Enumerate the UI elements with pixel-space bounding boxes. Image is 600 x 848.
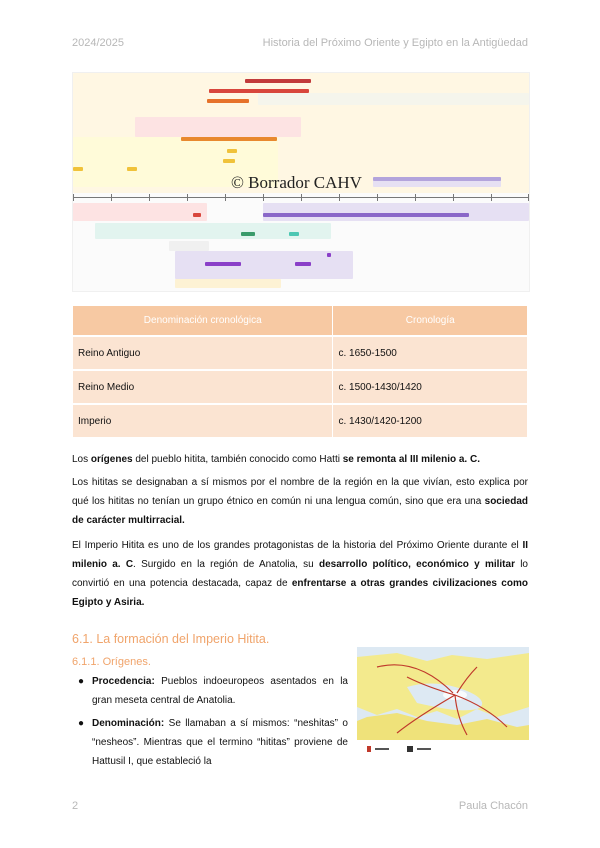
timeline-band — [258, 93, 529, 105]
bullet-text: Pueblos indoeuropeos asentados en la gran meseta central de Anatolia. — [92, 676, 348, 706]
timeline-tick — [339, 194, 340, 201]
timeline-bar — [207, 99, 249, 103]
section-title: 6.1. La formación del Imperio Hitita. — [72, 632, 270, 646]
paragraph-bold: enfrentarse a otras grandes civilizaciones como Egipto y Asiria. — [72, 578, 528, 608]
bullet-list — [72, 672, 348, 771]
timeline-tick — [528, 194, 529, 201]
table-header-cell: Denominación cronológica — [73, 306, 332, 335]
timeline-bar — [209, 89, 309, 93]
timeline-tick — [491, 194, 492, 201]
timeline-band — [95, 223, 331, 239]
table-cell: c. 1430/1420-1200 — [333, 405, 527, 437]
paragraph-bold: se remonta al III milenio a. C. — [342, 454, 480, 465]
timeline-bar — [373, 177, 501, 181]
table-row — [73, 405, 527, 437]
timeline-tick — [301, 194, 302, 201]
timeline-figure — [72, 72, 530, 292]
timeline-tick — [453, 194, 454, 201]
timeline-bar — [263, 213, 469, 217]
table-header-cell: Cronología — [333, 306, 527, 335]
timeline-bar — [73, 167, 83, 171]
footer-author: Paula Chacón — [458, 800, 528, 812]
timeline-tick — [225, 194, 226, 201]
table-cell: c. 1500-1430/1420 — [333, 371, 527, 403]
list-item — [72, 714, 348, 771]
paragraph-bold: sociedad de carácter multirracial. — [72, 496, 528, 526]
paragraph-origins — [72, 450, 528, 469]
migration-map-image — [357, 647, 529, 762]
paragraph-text: . Surgido en la región de Anatolia, su — [133, 559, 319, 570]
list-item — [72, 672, 348, 710]
paragraph-bold: desarrollo político, económico y militar — [318, 559, 515, 570]
timeline-bar — [245, 79, 311, 83]
timeline-band — [169, 241, 209, 251]
timeline-band — [175, 279, 281, 288]
table-row — [73, 337, 527, 369]
timeline-bar — [289, 232, 299, 236]
paragraph-text: El Imperio Hitita es uno de los grandes protagonistas de la historia del Próximo Oriente durante el — [72, 540, 523, 551]
timeline-band — [201, 117, 301, 137]
header-course-title: Historia del Próximo Oriente y Egipto en la Antigüedad — [262, 37, 528, 49]
paragraph-text: Los — [72, 454, 91, 465]
bullet-dot-icon: ● — [78, 718, 85, 729]
subsection-title: 6.1.1. Orígenes. — [72, 656, 151, 668]
table-header-row — [73, 306, 527, 335]
timeline-bar — [193, 213, 201, 217]
timeline-watermark: © Borrador CAHV — [231, 173, 362, 192]
timeline-bar — [327, 253, 331, 257]
timeline-tick — [73, 194, 74, 201]
bullet-text: Se llamaban a sí mismos: “neshitas” o “nesheos”. Mientras que el termino “hititas” proviene de Hattusil I, que estableció la — [92, 718, 348, 767]
table-cell: Reino Antiguo — [73, 337, 332, 369]
paragraph-empire — [72, 536, 528, 612]
paragraph-text: lo convirtió en una potencia destacada, capaz de — [72, 559, 528, 589]
timeline-bar — [181, 137, 277, 141]
paragraph-text: Los hititas se designaban a sí mismos por el nombre de la región en la que vivían, esto explica por qué los hititas no tenían un grupo étnico en común ni una lengua común, sino que era una — [72, 477, 528, 507]
header-year: 2024/2025 — [72, 37, 124, 49]
timeline-bar — [127, 167, 137, 171]
footer-page-number: 2 — [72, 800, 79, 812]
paragraph-bold: orígenes — [90, 454, 133, 465]
bullet-label: Procedencia: — [92, 676, 155, 687]
table-cell: Reino Medio — [73, 371, 332, 403]
timeline-bar — [223, 159, 235, 163]
timeline-band — [263, 203, 529, 221]
chronology-table — [72, 304, 528, 439]
timeline-tick — [263, 194, 264, 201]
timeline-bar — [205, 262, 241, 266]
table-cell: Imperio — [73, 405, 332, 437]
timeline-bar — [295, 262, 311, 266]
timeline-bar — [227, 149, 237, 153]
bullet-dot-icon: ● — [78, 676, 85, 687]
timeline-tick — [149, 194, 150, 201]
timeline-tick — [415, 194, 416, 201]
timeline-tick — [377, 194, 378, 201]
timeline-tick — [111, 194, 112, 201]
paragraph-text: del pueblo hitita, también conocido como Hatti — [132, 454, 343, 465]
timeline-band — [73, 203, 207, 221]
table-row — [73, 371, 527, 403]
paragraph-designation — [72, 473, 528, 530]
table-cell: c. 1650-1500 — [333, 337, 527, 369]
timeline-tick — [187, 194, 188, 201]
map-illustration-icon — [357, 647, 529, 762]
bullet-label: Denominación: — [92, 718, 165, 729]
timeline-bar — [241, 232, 255, 236]
paragraph-bold: II milenio a. C — [72, 540, 528, 570]
